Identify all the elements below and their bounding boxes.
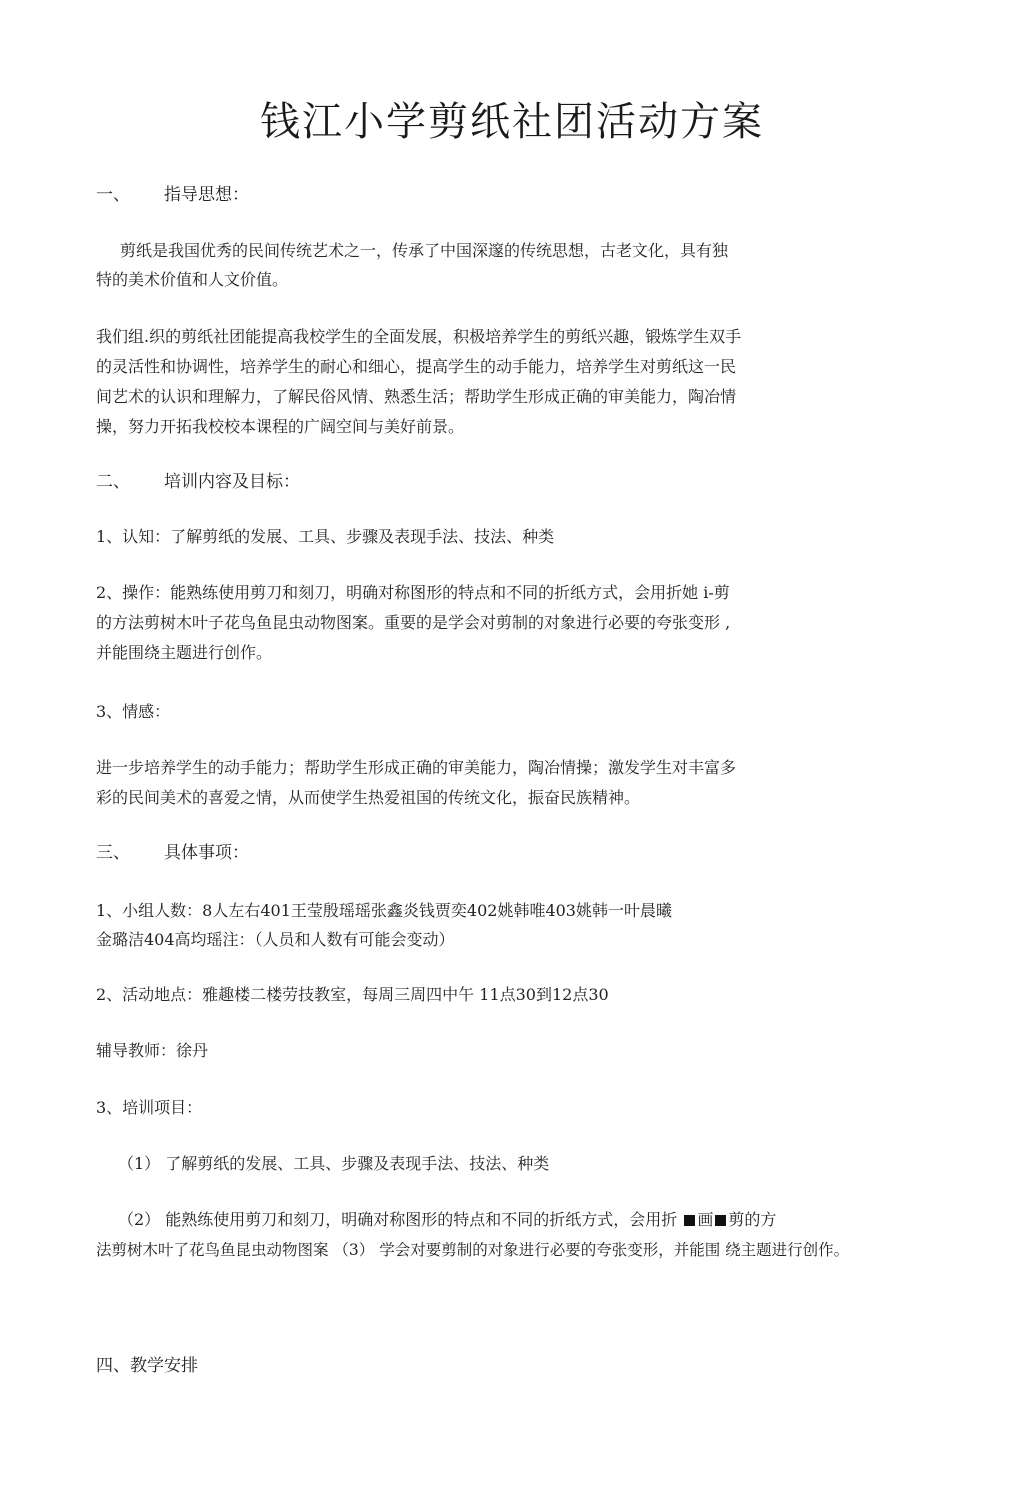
- paragraph-line: 操，努力开拓我校校本课程的广阔空间与美好前景。: [96, 417, 465, 436]
- section-heading-1: [96, 185, 249, 205]
- section-heading-3: [96, 843, 249, 863]
- paragraph-line: 我们组.织的剪纸社团能提高我校学生的全面发展，积极培养学生的剪纸兴趣，锻炼学生双手: [96, 327, 742, 346]
- paragraph-line: 的灵活性和协调性，培养学生的耐心和细心，提高学生的动手能力，培养学生对剪纸这一民: [96, 357, 737, 376]
- paragraph-line: 彩的民间美术的喜爱之情，从而使学生热爱祖国的传统文化，振奋民族精神。: [96, 788, 641, 807]
- square-mark-icon: [684, 1215, 695, 1226]
- list-item: 3、培训项目：: [96, 1098, 203, 1117]
- section-heading-2: [96, 472, 300, 492]
- paragraph-line: 法剪树木叶了花鸟鱼昆虫动物图案 （3） 学会对要剪制的对象进行必要的夸张变形，并能围 绕主题进行创作。: [96, 1241, 850, 1259]
- teacher-line: 辅导教师：徐丹: [96, 1041, 209, 1060]
- sub-item: （1） 了解剪纸的发展、工具、步骤及表现手法、技法、种类: [118, 1154, 550, 1173]
- section-number: 三、: [96, 843, 130, 863]
- sub-item-text: 剪的方: [728, 1210, 777, 1229]
- section-number: 二、: [96, 472, 130, 492]
- sub-item: [118, 1210, 776, 1230]
- section-heading-4: 四、教学安排: [96, 1356, 198, 1376]
- list-item: 2、操作：能熟练使用剪刀和刻刀，明确对称图形的特点和不同的折纸方式，会用折她 i-剪: [96, 583, 730, 602]
- section-title: 培训内容及目标：: [164, 472, 300, 492]
- paragraph-line: 特的美术价值和人文价值。: [96, 270, 289, 289]
- section-title: 具体事项：: [164, 843, 249, 863]
- list-item: 1、认知：了解剪纸的发展、工具、步骤及表现手法、技法、种类: [96, 527, 555, 546]
- list-item: 1、小组人数：8人左右401王莹殷瑶瑶张鑫炎钱贾奕402姚韩唯403姚韩一叶晨曦: [96, 901, 672, 920]
- section-title: 指导思想：: [164, 185, 249, 205]
- paragraph-line: 进一步培养学生的动手能力；帮助学生形成正确的审美能力，陶冶情操；激发学生对丰富多: [96, 758, 737, 777]
- section-number: 一、: [96, 185, 130, 205]
- sub-item-text: 画: [697, 1210, 714, 1229]
- paragraph-line: 剪纸是我国优秀的民间传统艺术之一，传承了中国深邃的传统思想，古老文化，具有独: [120, 241, 729, 260]
- paragraph-line: 金璐洁404高均瑶注：（人员和人数有可能会变动）: [96, 930, 455, 949]
- list-item: 3、情感：: [96, 702, 171, 721]
- list-item: 2、活动地点：雅趣楼二楼劳技教室，每周三周四中午 11点30到12点30: [96, 985, 609, 1004]
- sub-item-text: （2） 能熟练使用剪刀和刻刀，明确对称图形的特点和不同的折纸方式，会用折: [118, 1210, 678, 1229]
- paragraph-line: 的方法剪树木叶子花鸟鱼昆虫动物图案。重要的是学会对剪制的对象进行必要的夸张变形 ,: [96, 613, 731, 632]
- paragraph-line: 并能围绕主题进行创作。: [96, 643, 273, 662]
- square-mark-icon: [715, 1215, 726, 1226]
- paragraph-line: 间艺术的认识和理解力，了解民俗风情、熟悉生活；帮助学生形成正确的审美能力，陶冶情: [96, 387, 737, 406]
- document-title: 钱江小学剪纸社团活动方案: [260, 99, 764, 145]
